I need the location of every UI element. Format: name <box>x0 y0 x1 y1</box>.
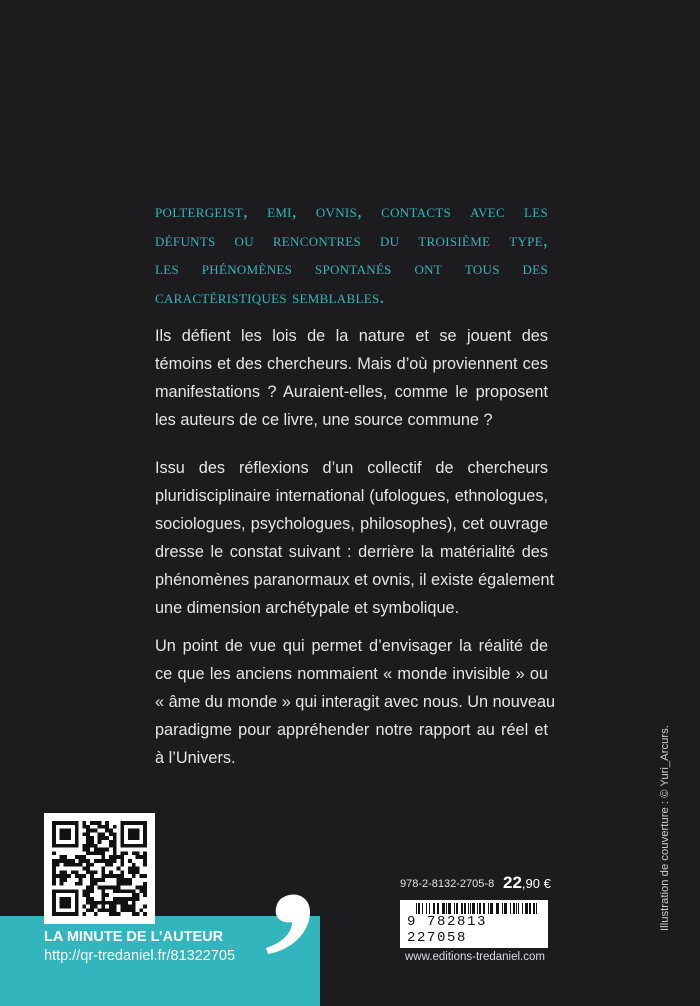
quote-comma-icon <box>262 892 314 958</box>
text-line: ce que les anciens nommaient « monde invisible » ou <box>155 665 548 683</box>
text-line: phénomènes paranormaux et ovnis, il existe également <box>155 571 555 589</box>
text-line: pluridisciplinaire international (ufologues, ethnologues, <box>155 487 548 505</box>
lead-line: poltergeist, emi, ovnis, contacts avec les <box>155 201 548 222</box>
price-main: 22 <box>503 873 522 892</box>
price <box>503 873 551 893</box>
lead-line: les phénomènes spontanés ont tous des <box>155 258 548 279</box>
text-line: paradigme pour appréhender notre rapport au réel et <box>155 721 548 739</box>
text-line: manifestations ? Auraient-elles, comme le proposent <box>155 383 548 401</box>
text-line: les auteurs de ce livre, une source commune ? <box>155 411 493 429</box>
barcode-number: 9 782813 227058 <box>406 914 548 946</box>
author-minute-url[interactable]: http://qr-tredaniel.fr/81322705 <box>44 948 236 964</box>
text-line: sociologues, psychologues, philosophes), cet ouvrage <box>155 515 548 533</box>
paragraph-1 <box>155 322 548 434</box>
paragraph-2 <box>155 454 555 622</box>
text-line: Ils défient les lois de la nature et se jouent des <box>155 327 548 345</box>
lead-line: caractéristiques semblables. <box>155 286 385 308</box>
publisher-website[interactable]: www.editions-tredaniel.com <box>405 951 545 963</box>
text-line: à l’Univers. <box>155 749 236 767</box>
isbn: 978-2-8132-2705-8 <box>400 878 495 890</box>
cover-credit: Illustration de couverture : © Yuri_Arcurs. <box>659 725 671 931</box>
lead-text <box>155 198 548 312</box>
paragraph-3 <box>155 632 556 772</box>
text-line: Issu des réflexions d’un collectif de chercheurs <box>155 459 548 477</box>
qr-code[interactable] <box>44 813 155 924</box>
text-line: Un point de vue qui permet d’envisager la réalité de <box>155 637 548 655</box>
barcode <box>400 900 548 948</box>
author-minute-title: LA MINUTE DE L’AUTEUR <box>44 929 224 945</box>
lead-line: défunts ou rencontres du troisième type, <box>155 229 548 251</box>
text-line: une dimension archétypale et symbolique. <box>155 599 460 617</box>
text-line: « âme du monde » qui interagit avec nous. Un nouveau <box>155 693 556 711</box>
text-line: dresse le constat suivant : derrière la matérialité des <box>155 543 548 561</box>
price-cents: ,90 € <box>521 876 551 891</box>
text-line: témoins et des chercheurs. Mais d’où proviennent ces <box>155 355 548 373</box>
